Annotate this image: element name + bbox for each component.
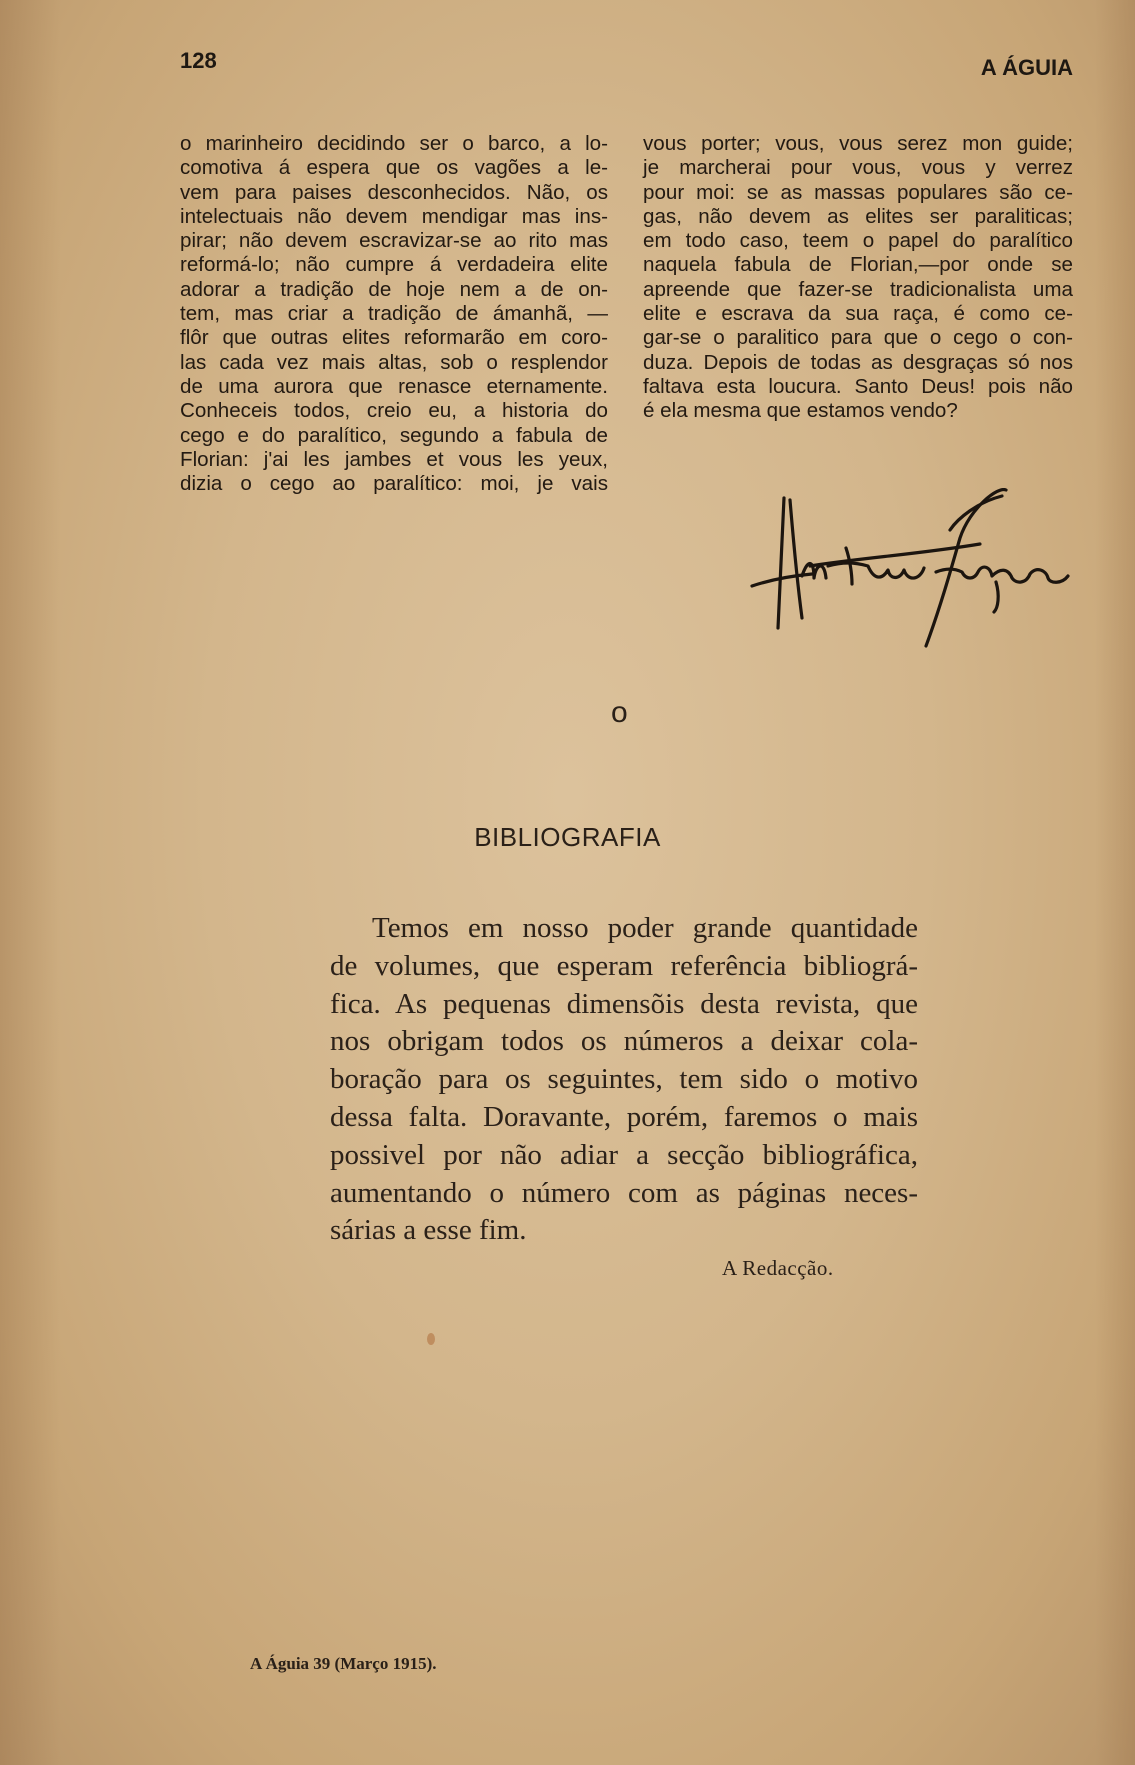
text-line: cego e do paralítico, segundo a fabula de [180,423,608,447]
text-line: naquela fabula de Florian,—por onde se [643,253,1073,277]
text-line: adorar a tradição de hoje nem a de on- [180,277,608,301]
text-line: dizia o cego ao paralítico: moi, je vais [180,472,608,496]
text-line: je marcherai pour vous, vous y verrez [643,156,1073,180]
text-line: vem para paises desconhecidos. Não, os [180,180,608,204]
text-line: possivel por não adiar a secção bibliográfica, [330,1138,918,1171]
text-line: nos obrigam todos os números a deixar cola- [330,1025,918,1058]
text-line: gas, não devem as elites ser paraliticas; [643,204,1073,228]
text-line: o marinheiro decidindo ser o barco, a lo- [180,132,608,155]
text-line: tem, mas criar a tradição de ámanhã, — [180,302,608,326]
text-line: fica. As pequenas dimensõis desta revista, que [330,987,918,1020]
text-line: de uma aurora que renasce eternamente. [180,374,608,398]
text-line: Temos em nosso poder grande quantidade [372,912,918,944]
text-column-left [180,132,608,496]
text-line: boração para os seguintes, tem sido o motivo [330,1063,918,1096]
text-line: las cada vez mais altas, sob o resplendor [180,350,608,374]
paper-stain [427,1333,435,1345]
text-line: gar-se o paralitico para que o cego o con- [643,326,1073,350]
page-number: 128 [180,48,217,73]
bibliography-paragraph [330,910,918,1250]
text-line: faltava esta loucura. Santo Deus! pois não [643,374,1073,398]
text-line: sárias a esse fim. [330,1214,527,1247]
text-line: é ela mesma que estamos vendo? [643,399,958,423]
text-line: Conheceis todos, creio eu, a historia do [180,399,608,423]
text-column-right [643,132,1073,424]
journal-title: A ÁGUIA [980,55,1073,80]
text-line: comotiva á espera que os vagões a le- [180,156,608,180]
section-heading: BIBLIOGRAFIA [474,822,661,852]
text-line: duza. Depois de todas as desgraças só nos [643,350,1073,374]
text-line: reformá-lo; não cumpre á verdadeira elite [180,253,608,277]
author-signature [750,488,1080,648]
text-line: pour moi: se as massas populares são ce- [643,180,1073,204]
text-line: pirar; não devem escravizar-se ao rito mas [180,229,608,253]
text-line: dessa falta. Doravante, porém, faremos o mais [330,1100,918,1133]
text-line: em todo caso, teem o papel do paralítico [643,229,1073,253]
text-line: Florian: j'ai les jambes et vous les yeux, [180,447,608,471]
text-line: intelectuais não devem mendigar mas ins- [180,204,608,228]
text-line: apreende que fazer-se tradicionalista uma [643,277,1073,301]
editorial-signoff: A Redacção. [722,1256,834,1280]
text-line: flôr que outras elites reformarão em coro- [180,326,608,350]
source-footnote: A Águia 39 (Março 1915). [250,1654,437,1673]
text-line: de volumes, que esperam referência bibliográ- [330,949,918,982]
text-line: elite e escrava da sua raça, é como ce- [643,302,1073,326]
text-line: vous porter; vous, vous serez mon guide; [643,132,1073,155]
section-separator: o [611,696,628,729]
text-line: aumentando o número com as páginas neces- [330,1176,918,1209]
